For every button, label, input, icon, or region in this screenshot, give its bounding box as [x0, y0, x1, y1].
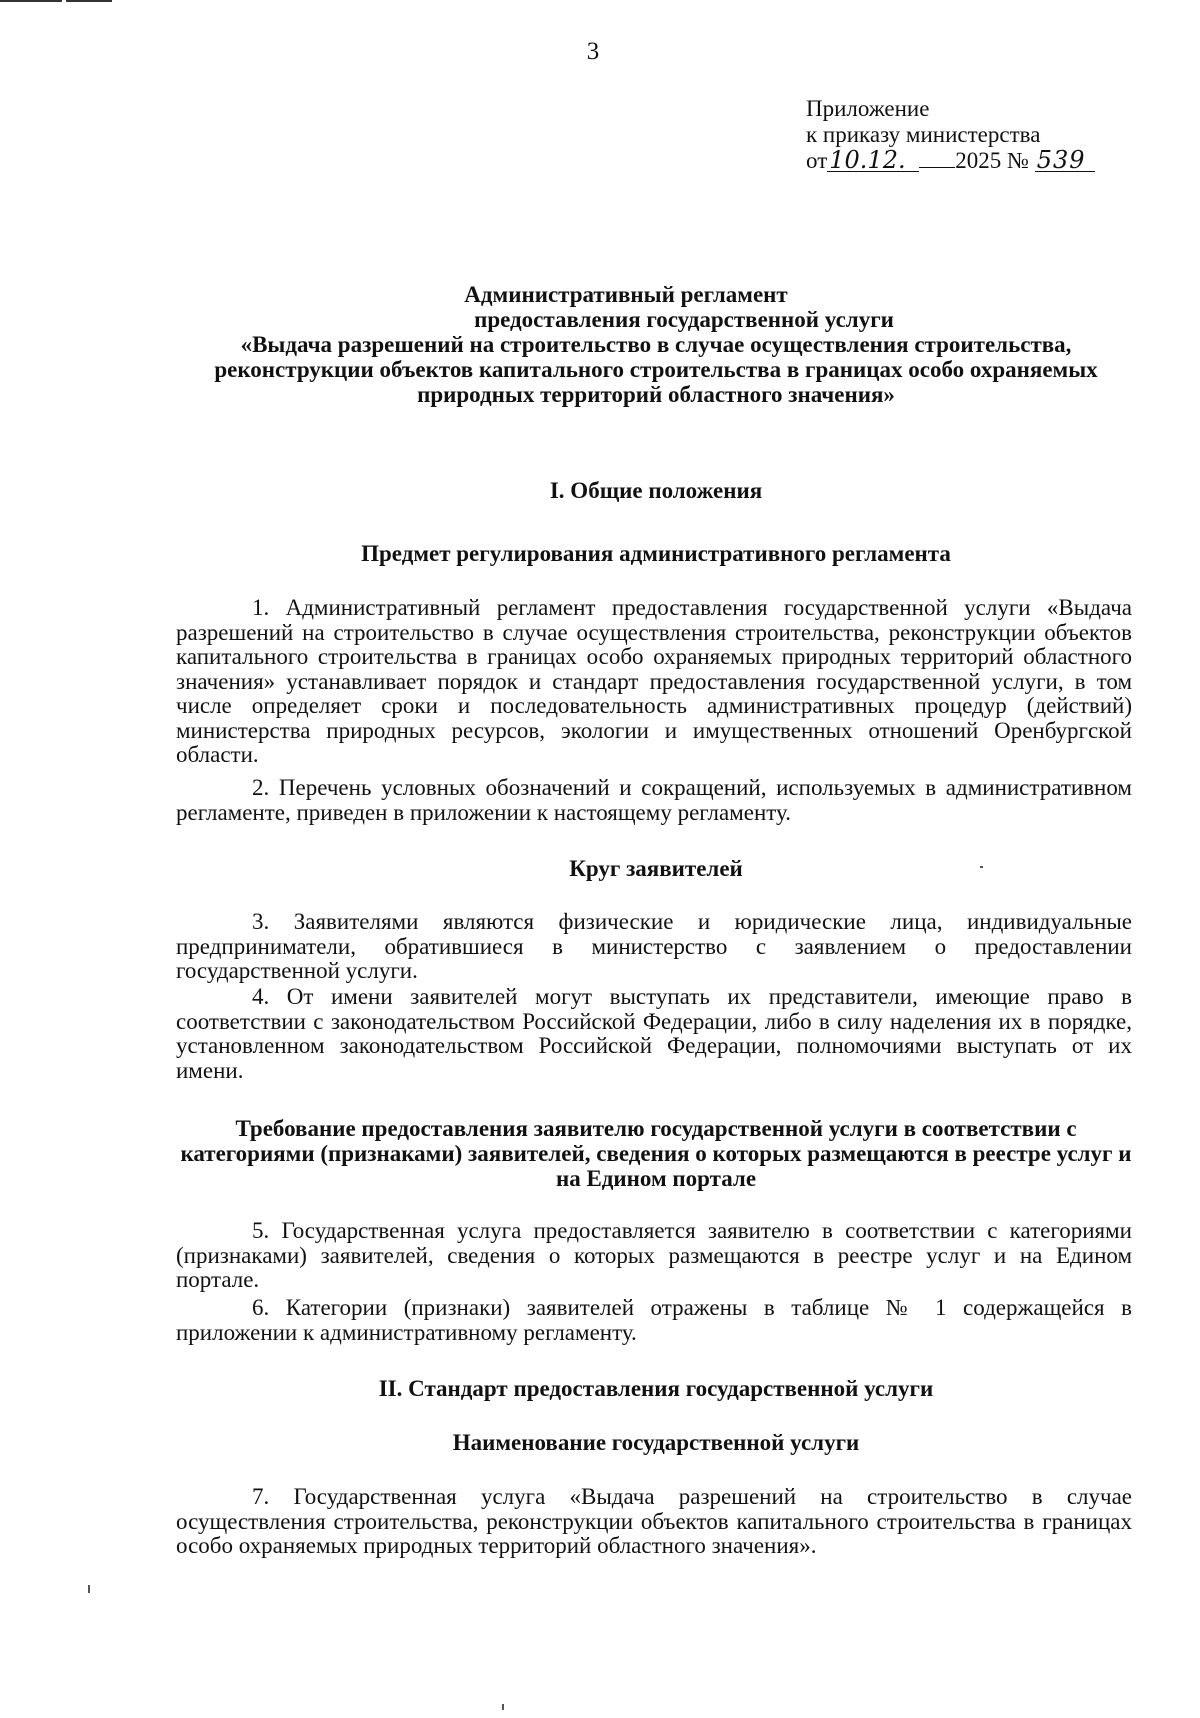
scan-edge-mark [0, 0, 62, 2]
subheading-applicants: Круг заявителей [569, 856, 743, 881]
appendix-label: Приложение [806, 96, 930, 121]
paragraph-1: 1. Административный регламент предоставления государственной услуги «Выдача разрешений на строительство в случае осуществления строительства, реконструкции объектов капитального строительства в границах особо охраняемых природных территорий областного значения» устанавливает порядок и стандарт предоставления государственной услуги, в том числе определяет сроки и последовательность административных процедур (действий) министерства природных ресурсов, экологии и имущественных отношений Оренбургской области. [176, 595, 1132, 767]
paragraph-5: 5. Государственная услуга предоставляется заявителю в соответствии с категориями (признаками) заявителей, сведения о которых размещаются в реестре услуг и на Едином портале. [176, 1218, 1132, 1292]
paragraph-7: 7. Государственная услуга «Выдача разрешений на строительство в случае осуществления строительства, реконструкции объектов капитального строительства в границах особо охраняемых природных территорий областного значения». [176, 1484, 1132, 1558]
scan-edge-mark [66, 0, 112, 2]
scan-speck [502, 1704, 504, 1710]
paragraph-2: 2. Перечень условных обозначений и сокращений, используемых в административном регламенте, приведен в приложении к настоящему регламенту. [176, 775, 1132, 825]
subheading-subject: Предмет регулирования административного регламента [361, 541, 951, 566]
subheading-service-name: Наименование государственной услуги [452, 1430, 860, 1455]
subheading-requirement: Требование предоставления заявителю государственной услуги в соответствии с категориями (признаками) заявителей, сведения о которых размещаются в реестре услуг и на Едином портале [180, 1116, 1132, 1191]
paragraph-4: 4. От имени заявителей могут выступать их представители, имеющие право в соответствии с законодательством Российской Федерации, либо в силу наделения их в порядке, установленном законодательством Российской Федерации, полномочиями выступать от их имени. [176, 984, 1132, 1083]
handwritten-date: 10.12. [827, 149, 919, 172]
handwritten-order-number: 539 [1035, 149, 1095, 172]
paragraph-3: 3. Заявителями являются физические и юридические лица, индивидуальные предприниматели, обратившиеся в министерство с заявлением о предоставлении государственной услуги. [176, 909, 1132, 983]
appendix-prefix: от [806, 148, 828, 173]
title-line-service-name: «Выдача разрешений на строительство в случае осуществления строительства, реконструкции объектов капитального строительства в границах особо охраняемых природных территорий областного значения» [214, 332, 1098, 407]
appendix-order-ref: к приказу министерства [806, 122, 1041, 147]
scan-speck [88, 1585, 90, 1593]
title-line-regulation: Административный регламент [464, 282, 788, 307]
date-blank-underline [919, 167, 955, 168]
section-heading-general: I. Общие положения [549, 478, 763, 503]
document-title [176, 282, 1136, 407]
paragraph-6: 6. Категории (признаки) заявителей отражены в таблице № 1 содержащейся в приложении к административному регламенту. [176, 1295, 1132, 1345]
appendix-block [806, 96, 1095, 174]
title-line-service: предоставления государственной услуги [474, 307, 894, 332]
scan-speck [980, 866, 983, 868]
page-number: 3 [586, 38, 600, 65]
appendix-year-number-label: 2025 № [955, 148, 1029, 173]
section-heading-standard: II. Стандарт предоставления государственной услуги [378, 1376, 934, 1401]
appendix-date-line [806, 148, 1095, 174]
